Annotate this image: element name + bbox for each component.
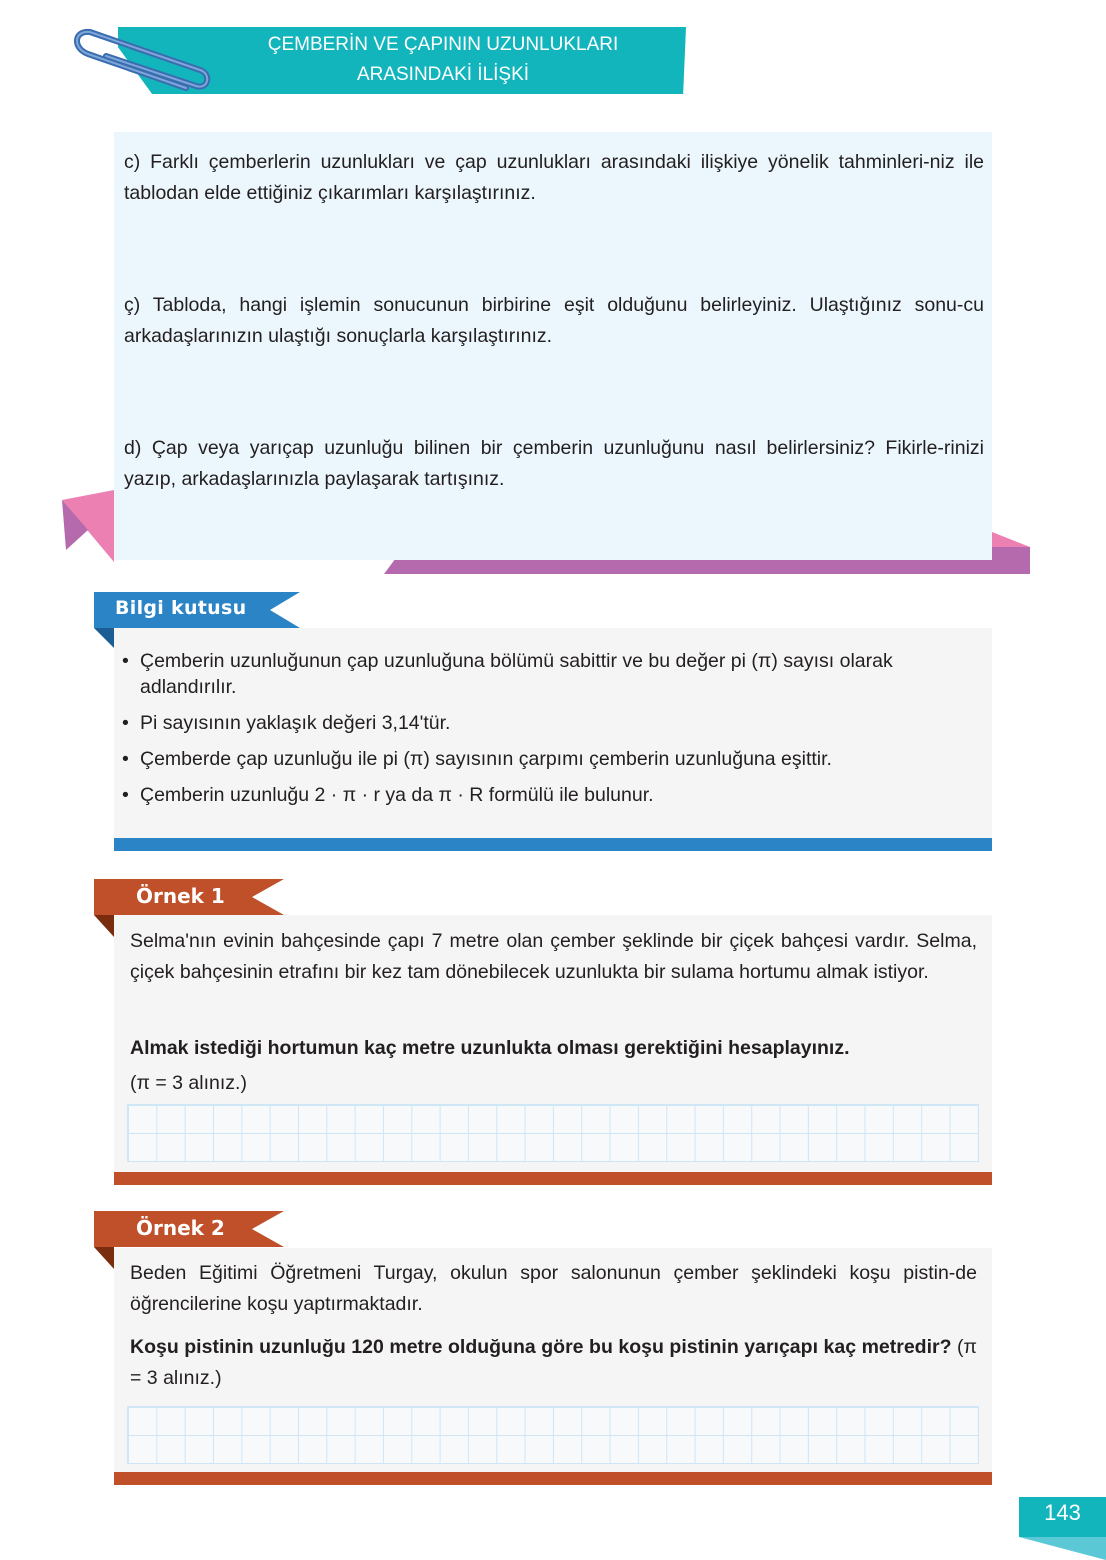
example-2-answer-grid[interactable] [127, 1406, 979, 1464]
example-1-text: Selma'nın evinin bahçesinde çapı 7 metre olan çember şeklinde bir çiçek bahçesi vardır. Selma, çiçek bahçesinin etrafını bir kez tam dönebilecek uzunlukta bir sulama hortumu almak istiyor. [130, 930, 977, 983]
title-line-1: ÇEMBERİN VE ÇAPININ UZUNLUKLARI [267, 34, 619, 55]
info-item: • Çemberin uzunluğu 2 · π · r ya da π · R formülü ile bulunur. [122, 782, 988, 808]
example-2-bottom-bar [114, 1472, 992, 1485]
example-2-text: Beden Eğitimi Öğretmeni Turgay, okulun spor salonunun çember şeklindeki koşu pistin-de öğrencilerine koşu yaptırmaktadır. [130, 1262, 977, 1315]
info-box-bottom-bar [114, 838, 992, 851]
example-2-note: (π = 3 alınız.) [130, 1336, 977, 1389]
paperclip-icon [66, 24, 216, 94]
title-line-2: ARASINDAKİ İLİŞKİ [356, 64, 530, 85]
page-title [200, 30, 686, 90]
page-number: 143 [1044, 1500, 1081, 1525]
example-1-answer-grid[interactable] [127, 1104, 979, 1162]
example-1-bottom-bar [114, 1172, 992, 1185]
example-2-question-bold: Koşu pistinin uzunluğu 120 metre olduğuna göre bu koşu pistinin yarıçapı kaç metredir? [130, 1336, 952, 1358]
ribbon-left-decoration [62, 490, 116, 562]
info-item: • Çemberde çap uzunluğu ile pi (π) sayısının çarpımı çemberin uzunluğuna eşittir. [122, 746, 988, 772]
example-1-title: Örnek 1 [136, 884, 225, 908]
question-d: d) Çap veya yarıçap uzunluğu bilinen bir çemberin uzunluğunu nasıl belirlersiniz? Fikirle-rinizi yazıp, arkadaşlarınızla paylaşarak tartışınız. [124, 437, 984, 490]
info-box-title: Bilgi kutusu [115, 597, 247, 619]
info-item: • Çemberin uzunluğunun çap uzunluğuna bölümü sabittir ve bu değer pi (π) sayısı olarak adlandırılır. [122, 648, 988, 700]
example-2-question [130, 1332, 977, 1394]
info-list [122, 648, 988, 818]
example-1-question: Almak istediği hortumun kaç metre uzunlukta olması gerektiğini hesaplayınız. [130, 1037, 850, 1059]
example-2-title: Örnek 2 [136, 1216, 225, 1240]
example-1-note: (π = 3 alınız.) [130, 1072, 247, 1094]
info-item: • Pi sayısının yaklaşık değeri 3,14'tür. [122, 710, 988, 736]
question-c: c) Farklı çemberlerin uzunlukları ve çap uzunlukları arasındaki ilişkiye yönelik tahminleri-niz ile tablodan elde ettiğiniz çıkarımları karşılaştırınız. [124, 151, 984, 204]
question-cedilla: ç) Tabloda, hangi işlemin sonucunun birbirine eşit olduğunu belirleyiniz. Ulaştığınız sonu-cu arkadaşlarınızın ulaştığı sonuçlarla karşılaştırınız. [124, 294, 984, 347]
